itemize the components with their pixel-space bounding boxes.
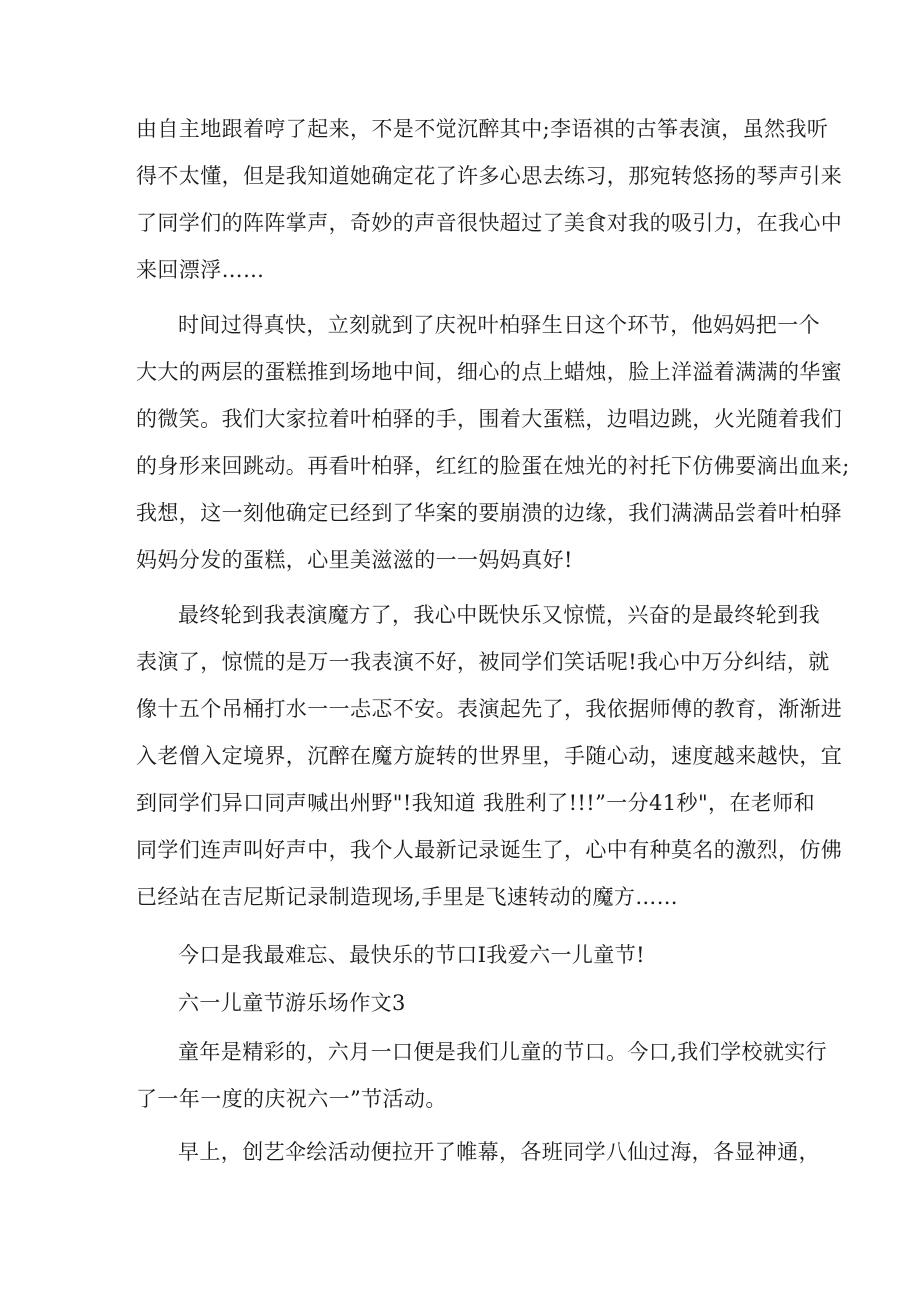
text-line: 今口是我最难忘、最快乐的节口I我爱六一儿童节! <box>178 943 645 967</box>
text-line: 表演了，惊慌的是万一我表演不好，被同学们笑话呢!我心中万分纠结，就 <box>136 650 830 674</box>
text-line: 时间过得真快，立刻就到了庆祝叶柏驿生日这个环节，他妈妈把一个 <box>178 313 820 337</box>
text-line: 童年是精彩的，六月一口便是我们儿童的节口。今口,我们学校就实行 <box>178 1040 828 1064</box>
text-line: 入老僧入定境界，沉醉在魔方旋转的世界里，手随心动，速度越来越快，宜 <box>136 744 843 768</box>
text-line: 大大的两层的蛋糕推到场地中间，细心的点上蜡烛，脸上洋溢着满满的华蜜 <box>136 360 843 384</box>
text-line: 最终轮到我表演魔方了，我心中既快乐又惊慌，兴奋的是最终轮到我 <box>178 603 820 627</box>
text-line: 得不太懂，但是我知道她确定花了许多心思去练习，那宛转悠扬的琴声引来 <box>136 164 843 188</box>
text-line: 妈妈分发的蛋糕，心里美滋滋的一一妈妈真好! <box>136 548 573 572</box>
text-line: 由自主地跟着哼了起来，不是不觉沉醉其中;李语祺的古筝表演，虽然我听 <box>136 117 829 141</box>
text-line: 我想，这一刻他确定已经到了华案的要崩溃的边缘，我们满满品尝着叶柏驿 <box>136 501 843 525</box>
section-heading: 六一儿童节游乐场作文3 <box>178 991 406 1015</box>
text-line: 早上，创艺伞绘活动便拉开了帷幕，各班同学八仙过海，各显神通， <box>178 1140 820 1164</box>
text-line: 到同学们异口同声喊出州野"!我知道 我胜利了!!!”一分41秒"，在老师和 <box>136 791 816 815</box>
text-line: 了同学们的阵阵掌声，奇妙的声音很快超过了美食对我的吸引力，在我心中 <box>136 211 843 235</box>
text-line: 了一年一度的庆祝六一”节活动。 <box>136 1087 447 1111</box>
text-line: 同学们连声叫好声中，我个人最新记录诞生了，心中有种莫名的激烈，仿佛 <box>136 838 843 862</box>
text-line: 的身形来回跳动。再看叶柏驿，红红的脸蛋在烛光的衬托下仿佛要滴出血来; <box>136 454 850 478</box>
text-line: 已经站在吉尼斯记录制造现场,手里是飞速转动的魔方…… <box>136 885 679 909</box>
text-line: 的微笑。我们大家拉着叶柏驿的手，围着大蛋糕，边唱边跳，火光随着我们 <box>136 407 843 431</box>
text-line: 来回漂浮…… <box>136 258 265 282</box>
text-line: 像十五个吊桶打水一一忐忑不安。表演起先了，我依据师傅的教育，渐渐进 <box>136 697 843 721</box>
